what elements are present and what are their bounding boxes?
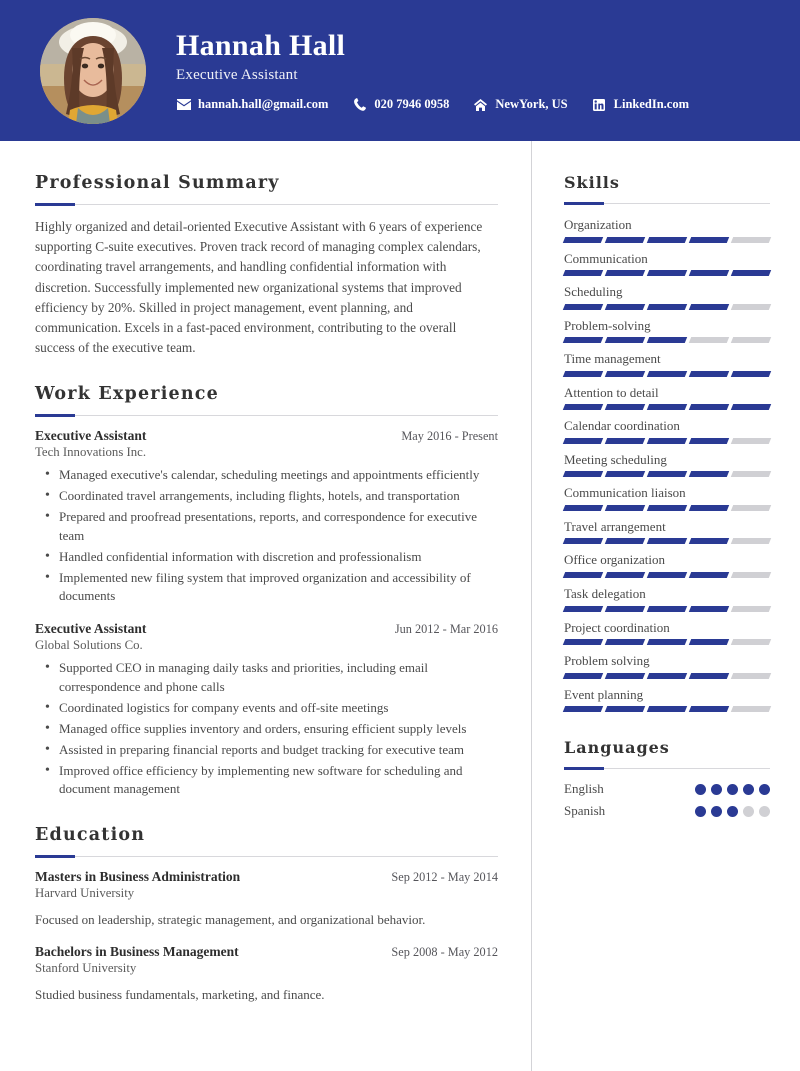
envelope-icon — [176, 98, 191, 111]
skill-level-segment — [605, 538, 645, 544]
skill-item — [564, 250, 770, 277]
education-entry-header — [35, 869, 498, 885]
skill-level-bar — [564, 639, 770, 645]
skill-level-bar — [564, 438, 770, 444]
language-level-dot — [743, 806, 754, 817]
home-icon — [473, 98, 488, 111]
skill-item — [564, 652, 770, 679]
skill-level-segment — [689, 270, 729, 276]
skill-name: Organization — [564, 217, 632, 232]
work-role: Executive Assistant — [35, 621, 147, 637]
skill-name: Problem-solving — [564, 317, 651, 333]
skill-level-bar — [564, 572, 770, 578]
skill-level-segment — [731, 337, 771, 343]
skill-item — [564, 451, 770, 478]
skill-level-segment — [563, 237, 603, 243]
education-description: Studied business fundamentals, marketing, and finance. — [35, 987, 325, 1003]
skill-level-segment — [605, 237, 645, 243]
skill-level-segment — [731, 639, 771, 645]
skill-item — [564, 518, 770, 545]
skill-level-bar — [564, 471, 770, 477]
skill-name: Communication — [564, 250, 648, 266]
education-description: Focused on leadership, strategic management, and organizational behavior. — [35, 912, 426, 928]
list-item: • Handled confidential information with discretion and professionalism — [59, 548, 498, 567]
phone-icon — [352, 98, 367, 111]
skill-level-segment — [689, 337, 729, 343]
skill-name: Scheduling — [564, 284, 623, 300]
linkedin-icon — [592, 98, 607, 111]
contact-linkedin-text: LinkedIn.com — [613, 97, 690, 111]
skill-name: Time management — [564, 351, 661, 367]
section-divider — [35, 856, 498, 857]
skill-level-bar — [564, 505, 770, 511]
language-level-dot — [759, 784, 770, 795]
skill-level-segment — [563, 673, 603, 679]
list-item: • Supported CEO in managing daily tasks and priorities, including email correspondence and phone calls — [59, 659, 498, 697]
section-title-skills: Skills — [564, 173, 620, 192]
skill-level-segment — [563, 572, 603, 578]
contact-location-text: NewYork, US — [495, 97, 568, 111]
skill-level-bar — [564, 538, 770, 544]
skill-level-segment — [731, 237, 771, 243]
section-work-experience — [35, 384, 498, 799]
education-date: Sep 2008 - May 2012 — [391, 945, 498, 960]
skill-level-segment — [563, 538, 603, 544]
skill-level-segment — [689, 572, 729, 578]
section-divider — [564, 768, 770, 769]
skill-name: Travel arrangement — [564, 518, 666, 534]
skill-level-segment — [563, 438, 603, 444]
skills-list — [564, 216, 770, 712]
skill-level-segment — [731, 673, 771, 679]
section-divider — [564, 203, 770, 204]
skill-item — [564, 551, 770, 578]
skill-level-segment — [689, 639, 729, 645]
skill-level-segment — [605, 639, 645, 645]
skill-name: Communication liaison — [564, 485, 686, 501]
skill-level-segment — [689, 237, 729, 243]
section-skills — [564, 173, 770, 712]
summary-text: Highly organized and detail-oriented Executive Assistant with 6 years of experience supporting C-suite executives. Proven track record of managing complex calendars, coordinating travel arrangements, and handling confidential information with discretion. Successfully implemented new organizational systems that improved efficiency by 20%. Skilled in project management, event planning, and communication. Excels in a fast-paced environment, contributing to the overall success of the executive team. — [35, 219, 483, 356]
skill-level-segment — [647, 639, 687, 645]
skill-level-segment — [647, 673, 687, 679]
skill-level-segment — [689, 673, 729, 679]
skill-name: Meeting scheduling — [564, 451, 667, 467]
contact-phone[interactable] — [352, 97, 449, 112]
language-item — [564, 781, 770, 797]
skill-item — [564, 350, 770, 377]
skill-level-bar — [564, 706, 770, 712]
skill-level-segment — [647, 706, 687, 712]
education-degree: Masters in Business Administration — [35, 869, 241, 885]
skill-level-segment — [563, 404, 603, 410]
skill-item — [564, 384, 770, 411]
skill-level-segment — [647, 304, 687, 310]
contact-location[interactable] — [473, 97, 567, 112]
skill-level-segment — [605, 438, 645, 444]
section-divider — [35, 204, 498, 205]
list-item: • Managed office supplies inventory and orders, ensuring efficient supply levels — [59, 720, 498, 739]
skill-level-segment — [647, 337, 687, 343]
skill-level-segment — [689, 505, 729, 511]
skill-level-segment — [563, 270, 603, 276]
work-company: Tech Innovations Inc. — [35, 445, 147, 460]
language-level-dot — [711, 806, 722, 817]
skill-level-segment — [731, 270, 771, 276]
skill-level-segment — [647, 404, 687, 410]
skill-level-segment — [731, 304, 771, 310]
skill-level-segment — [731, 505, 771, 511]
skill-level-segment — [731, 438, 771, 444]
skill-level-bar — [564, 404, 770, 410]
language-name: Spanish — [564, 803, 606, 819]
list-item: • Coordinated logistics for company events and off-site meetings — [59, 699, 498, 718]
skill-level-segment — [689, 606, 729, 612]
section-title-summary: Professional Summary — [35, 173, 280, 193]
skill-level-segment — [731, 606, 771, 612]
skill-item — [564, 619, 770, 646]
skill-level-bar — [564, 337, 770, 343]
skill-level-bar — [564, 304, 770, 310]
language-level-dots — [695, 784, 770, 795]
skill-level-segment — [563, 606, 603, 612]
skill-level-segment — [605, 606, 645, 612]
skill-level-bar — [564, 237, 770, 243]
skill-item — [564, 484, 770, 511]
skill-level-segment — [689, 304, 729, 310]
education-entry — [35, 869, 498, 929]
skill-level-segment — [605, 673, 645, 679]
work-entry — [35, 621, 498, 799]
skill-level-segment — [605, 304, 645, 310]
language-item — [564, 803, 770, 819]
contact-email-text: hannah.hall@gmail.com — [198, 97, 329, 111]
skill-level-segment — [563, 304, 603, 310]
languages-list — [564, 781, 770, 819]
skill-level-segment — [563, 505, 603, 511]
work-date: Jun 2012 - Mar 2016 — [394, 622, 498, 637]
header-text-block — [176, 29, 689, 112]
page-title: Hannah Hall — [176, 29, 346, 62]
skill-level-segment — [605, 337, 645, 343]
skill-level-segment — [731, 572, 771, 578]
section-languages — [564, 738, 770, 819]
skill-level-segment — [605, 471, 645, 477]
skill-level-segment — [647, 270, 687, 276]
job-title: Executive Assistant — [176, 67, 298, 83]
skill-item — [564, 417, 770, 444]
skill-name: Project coordination — [564, 619, 670, 635]
skill-level-segment — [731, 371, 771, 377]
section-title-education: Education — [35, 825, 146, 846]
work-company: Global Solutions Co. — [35, 638, 143, 653]
avatar — [40, 18, 146, 124]
skill-level-segment — [689, 438, 729, 444]
skill-level-segment — [689, 706, 729, 712]
skill-level-bar — [564, 270, 770, 276]
language-name: English — [564, 781, 604, 797]
skill-level-segment — [689, 538, 729, 544]
skill-level-segment — [605, 572, 645, 578]
work-bullets — [35, 659, 498, 799]
skill-level-segment — [731, 538, 771, 544]
education-entry-header — [35, 944, 498, 960]
skill-item — [564, 585, 770, 612]
education-school: Harvard University — [35, 886, 135, 901]
work-role: Executive Assistant — [35, 428, 147, 444]
section-professional-summary — [35, 173, 498, 358]
skill-level-segment — [689, 371, 729, 377]
skill-level-segment — [647, 505, 687, 511]
skill-level-segment — [563, 337, 603, 343]
skill-level-segment — [647, 538, 687, 544]
skill-name: Event planning — [564, 686, 644, 702]
language-level-dot — [727, 806, 738, 817]
skill-level-bar — [564, 371, 770, 377]
language-level-dot — [695, 806, 706, 817]
skill-name: Attention to detail — [564, 384, 659, 400]
main-column — [0, 141, 531, 1071]
work-entry-header — [35, 621, 498, 637]
skill-level-segment — [563, 471, 603, 477]
skill-level-segment — [605, 371, 645, 377]
skill-level-segment — [647, 237, 687, 243]
list-item: • Managed executive's calendar, scheduling meetings and appointments efficiently — [59, 466, 498, 485]
skill-level-segment — [605, 505, 645, 511]
skill-level-segment — [731, 706, 771, 712]
education-date: Sep 2012 - May 2014 — [391, 870, 498, 885]
skill-name: Calendar coordination — [564, 418, 680, 434]
contact-list — [176, 97, 689, 112]
contact-phone-text: 020 7946 0958 — [374, 97, 450, 111]
education-school: Stanford University — [35, 961, 137, 976]
skill-level-segment — [605, 706, 645, 712]
skill-item — [564, 216, 770, 243]
sidebar-column — [532, 141, 800, 1071]
skill-level-segment — [689, 471, 729, 477]
language-level-dot — [711, 784, 722, 795]
work-entry — [35, 428, 498, 606]
skill-level-segment — [647, 438, 687, 444]
section-title-work: Work Experience — [35, 384, 219, 405]
skill-level-segment — [563, 706, 603, 712]
language-level-dot — [759, 806, 770, 817]
resume-header — [0, 0, 800, 141]
skill-level-segment — [647, 471, 687, 477]
list-item: • Prepared and proofread presentations, reports, and correspondence for executive team — [59, 508, 498, 546]
list-item: • Implemented new filing system that improved organization and accessibility of documents — [59, 569, 498, 607]
skill-level-segment — [563, 371, 603, 377]
skill-level-segment — [647, 371, 687, 377]
contact-email[interactable] — [176, 97, 328, 112]
language-level-dot — [743, 784, 754, 795]
language-level-dot — [727, 784, 738, 795]
section-divider — [35, 415, 498, 416]
skill-level-segment — [647, 606, 687, 612]
skill-level-segment — [605, 270, 645, 276]
work-bullets — [35, 466, 498, 606]
skill-level-bar — [564, 673, 770, 679]
skill-level-segment — [605, 404, 645, 410]
skill-name: Problem solving — [564, 653, 650, 669]
skill-level-segment — [731, 404, 771, 410]
list-item: • Improved office efficiency by implementing new software for scheduling and document management — [59, 762, 498, 800]
contact-linkedin[interactable] — [592, 97, 689, 112]
language-level-dots — [695, 806, 770, 817]
skill-level-segment — [563, 639, 603, 645]
work-entry-header — [35, 428, 498, 444]
education-degree: Bachelors in Business Management — [35, 944, 239, 960]
skill-level-segment — [647, 572, 687, 578]
skill-item — [564, 283, 770, 310]
skill-item — [564, 686, 770, 713]
resume-body — [0, 141, 800, 1071]
skill-item — [564, 317, 770, 344]
skill-name: Task delegation — [564, 586, 646, 602]
education-entry — [35, 944, 498, 1004]
list-item: • Assisted in preparing financial reports and budget tracking for executive team — [59, 741, 498, 760]
work-date: May 2016 - Present — [401, 429, 498, 444]
section-title-languages: Languages — [564, 738, 670, 758]
skill-level-segment — [731, 471, 771, 477]
section-education — [35, 825, 498, 1004]
list-item: • Coordinated travel arrangements, including flights, hotels, and transportation — [59, 487, 498, 506]
skill-level-bar — [564, 606, 770, 612]
skill-level-segment — [689, 404, 729, 410]
language-level-dot — [695, 784, 706, 795]
skill-name: Office organization — [564, 552, 665, 568]
